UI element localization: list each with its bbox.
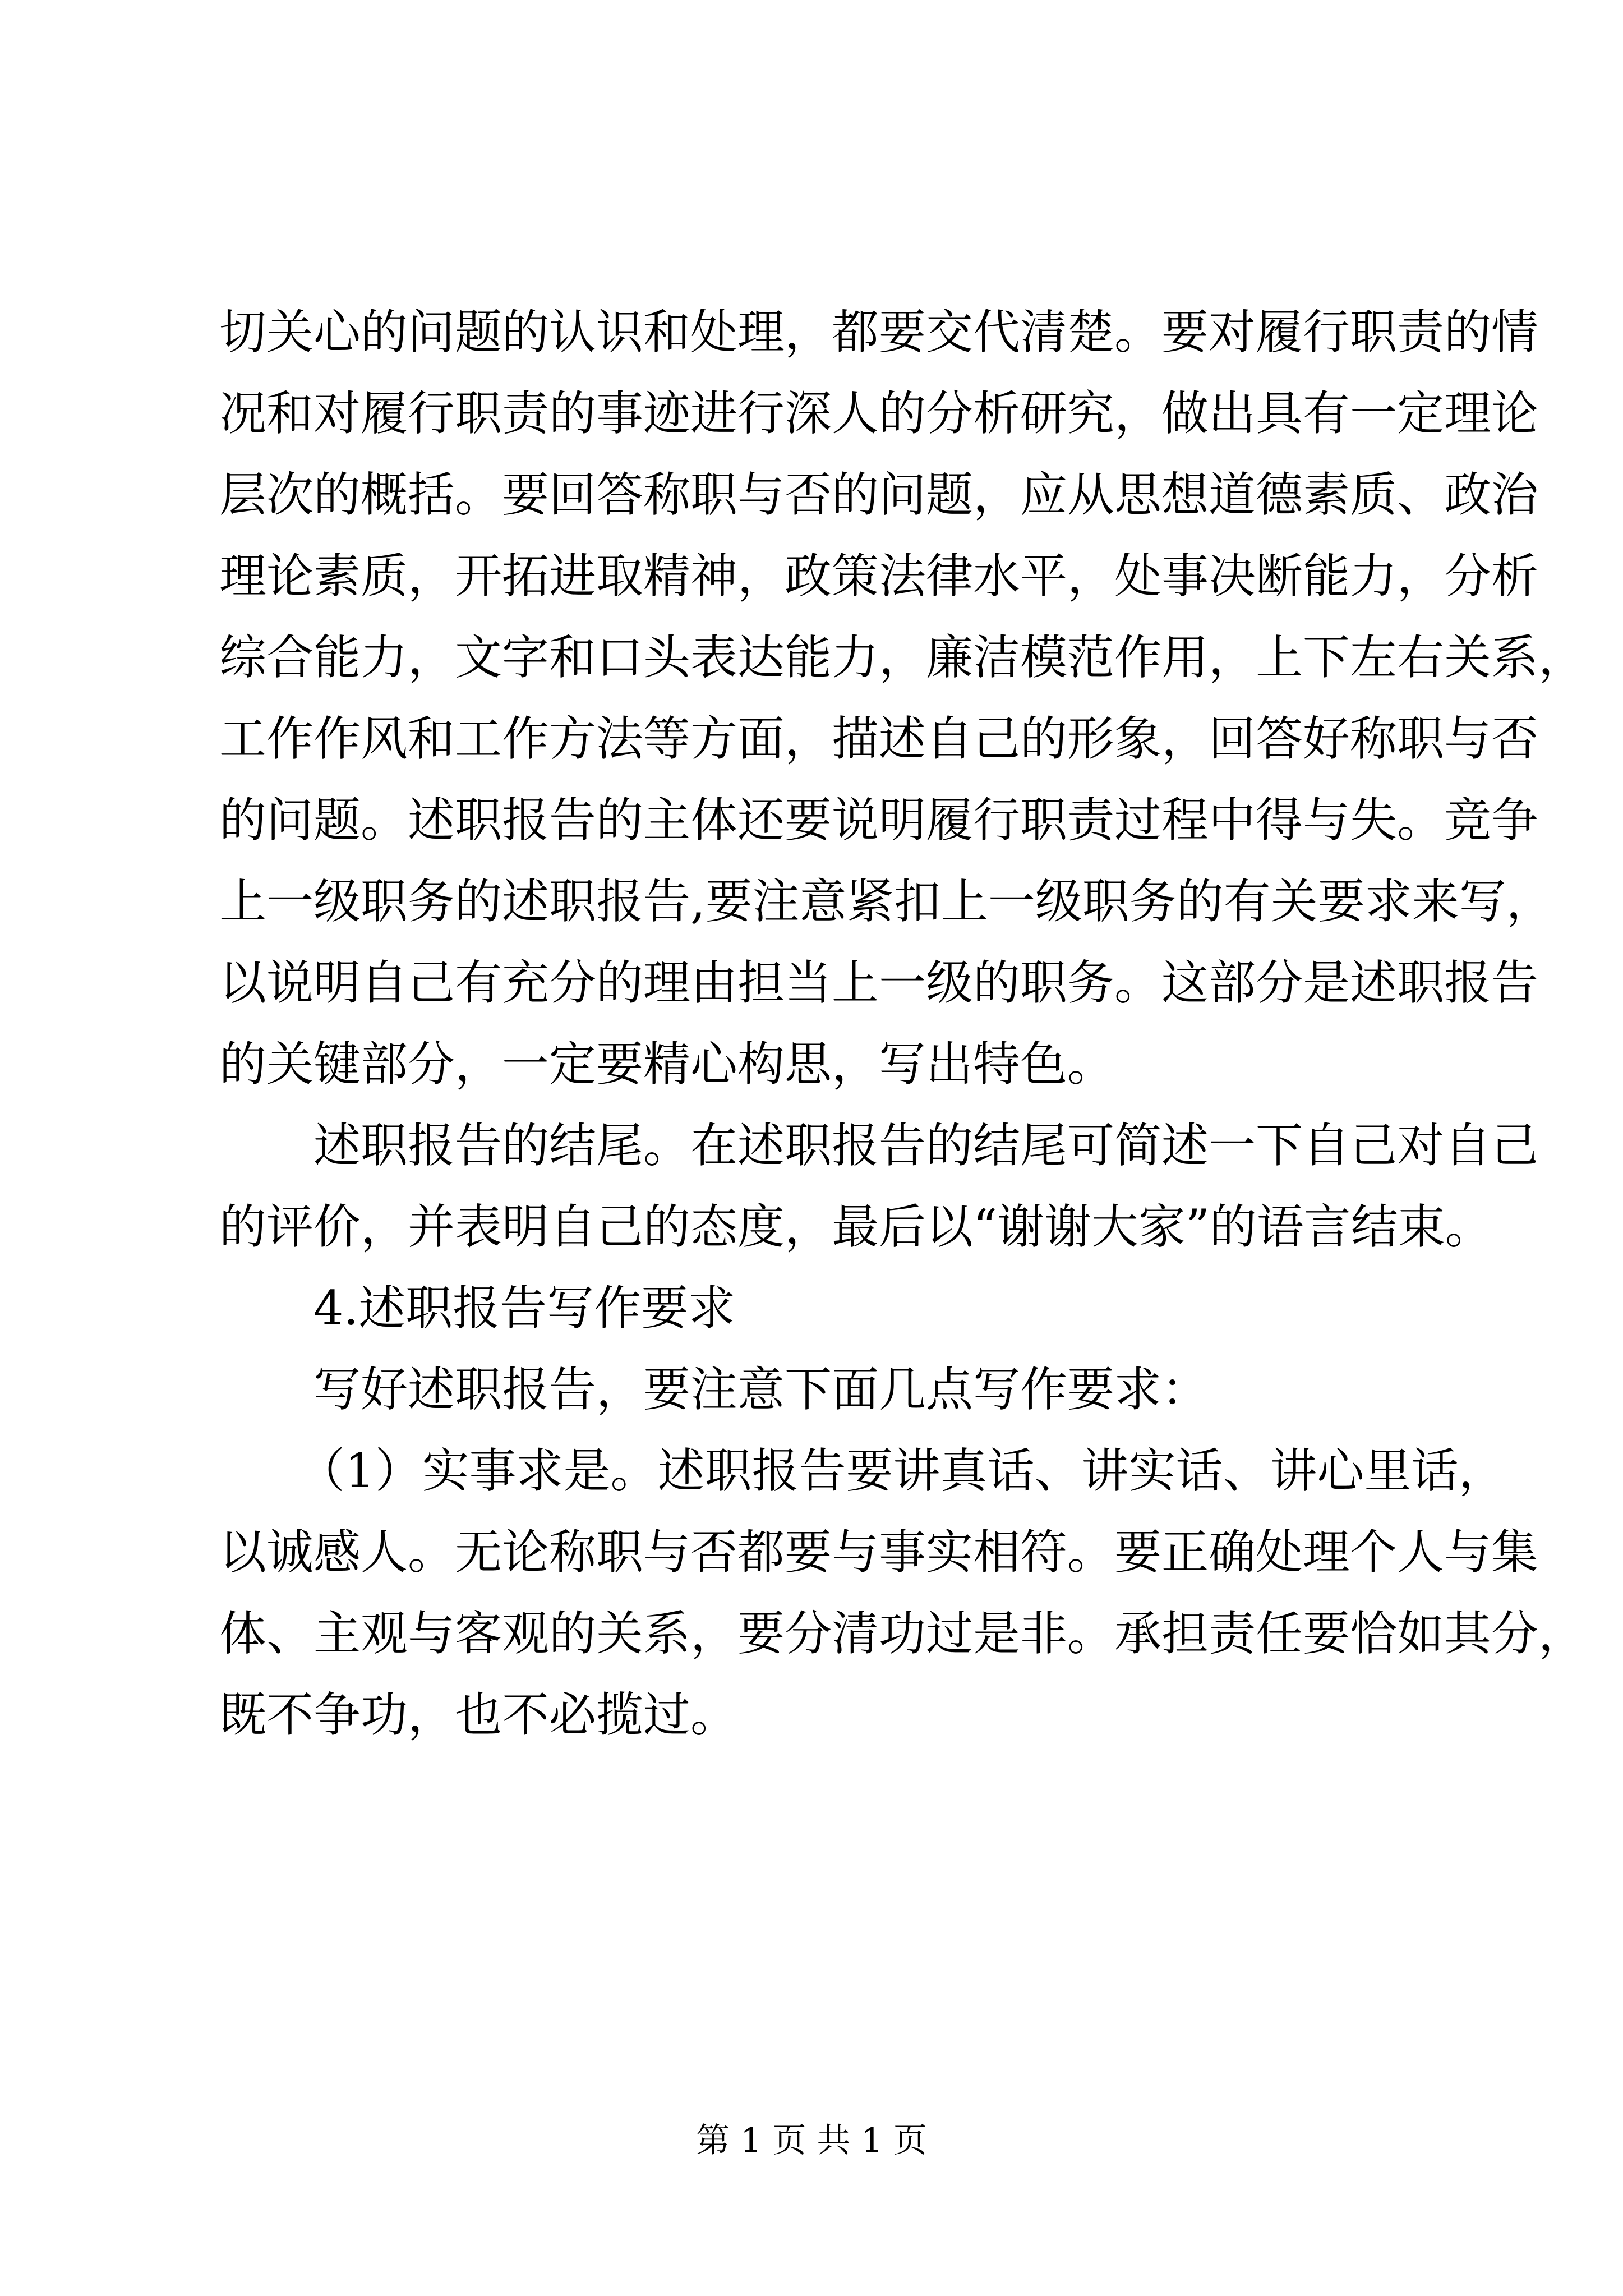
page-number-footer: 第 1 页 共 1 页 (696, 2121, 927, 2160)
text-line: 以诚感人。无论称职与否都要与事实相符。要正确处理个人与集 (219, 1525, 1539, 1580)
text-line: 综合能力，文字和口头表达能力，廉洁模范作用，上下左右关系， (219, 630, 1586, 685)
paragraph-start-line: 述职报告的结尾。在述职报告的结尾可简述一下自己对自己 (313, 1118, 1539, 1173)
text-line: 的关键部分，一定要精心构思，写出特色。 (219, 1037, 1115, 1092)
text-line: 体、主观与客观的关系，要分清功过是非。承担责任要恰如其分， (219, 1606, 1586, 1661)
text-line: 工作作风和工作方法等方面，描述自己的形象，回答好称职与否 (219, 711, 1539, 766)
text-line: 的问题。述职报告的主体还要说明履行职责过程中得与失。竞争 (219, 793, 1539, 848)
text-line: 的评价，并表明自己的态度，最后以“谢谢大家”的语言结束。 (219, 1199, 1492, 1254)
text-line: 以说明自己有充分的理由担当上一级的职务。这部分是述职报告 (219, 955, 1539, 1010)
document-body (219, 292, 1586, 1756)
text-line: 上一级职务的述职报告,要注意紧扣上一级职务的有关要求来写， (219, 874, 1553, 929)
text-line: 层次的概括。要回答称职与否的问题，应从思想道德素质、政治 (219, 467, 1539, 522)
list-item-start-line: （1）实事求是。述职报告要讲真话、讲实话、讲心里话， (298, 1443, 1506, 1498)
text-line: 既不争功，也不必揽过。 (219, 1687, 738, 1742)
paragraph-start-line: 写好述职报告，要注意下面几点写作要求： (313, 1362, 1209, 1417)
text-line: 切关心的问题的认识和处理，都要交代清楚。要对履行职责的情 (219, 305, 1539, 360)
text-line: 况和对履行职责的事迹进行深人的分析研究，做出具有一定理论 (219, 386, 1539, 441)
section-heading: 4.述职报告写作要求 (313, 1281, 736, 1336)
text-line: 理论素质，开拓进取精神，政策法律水平，处事决断能力，分析 (219, 549, 1539, 604)
